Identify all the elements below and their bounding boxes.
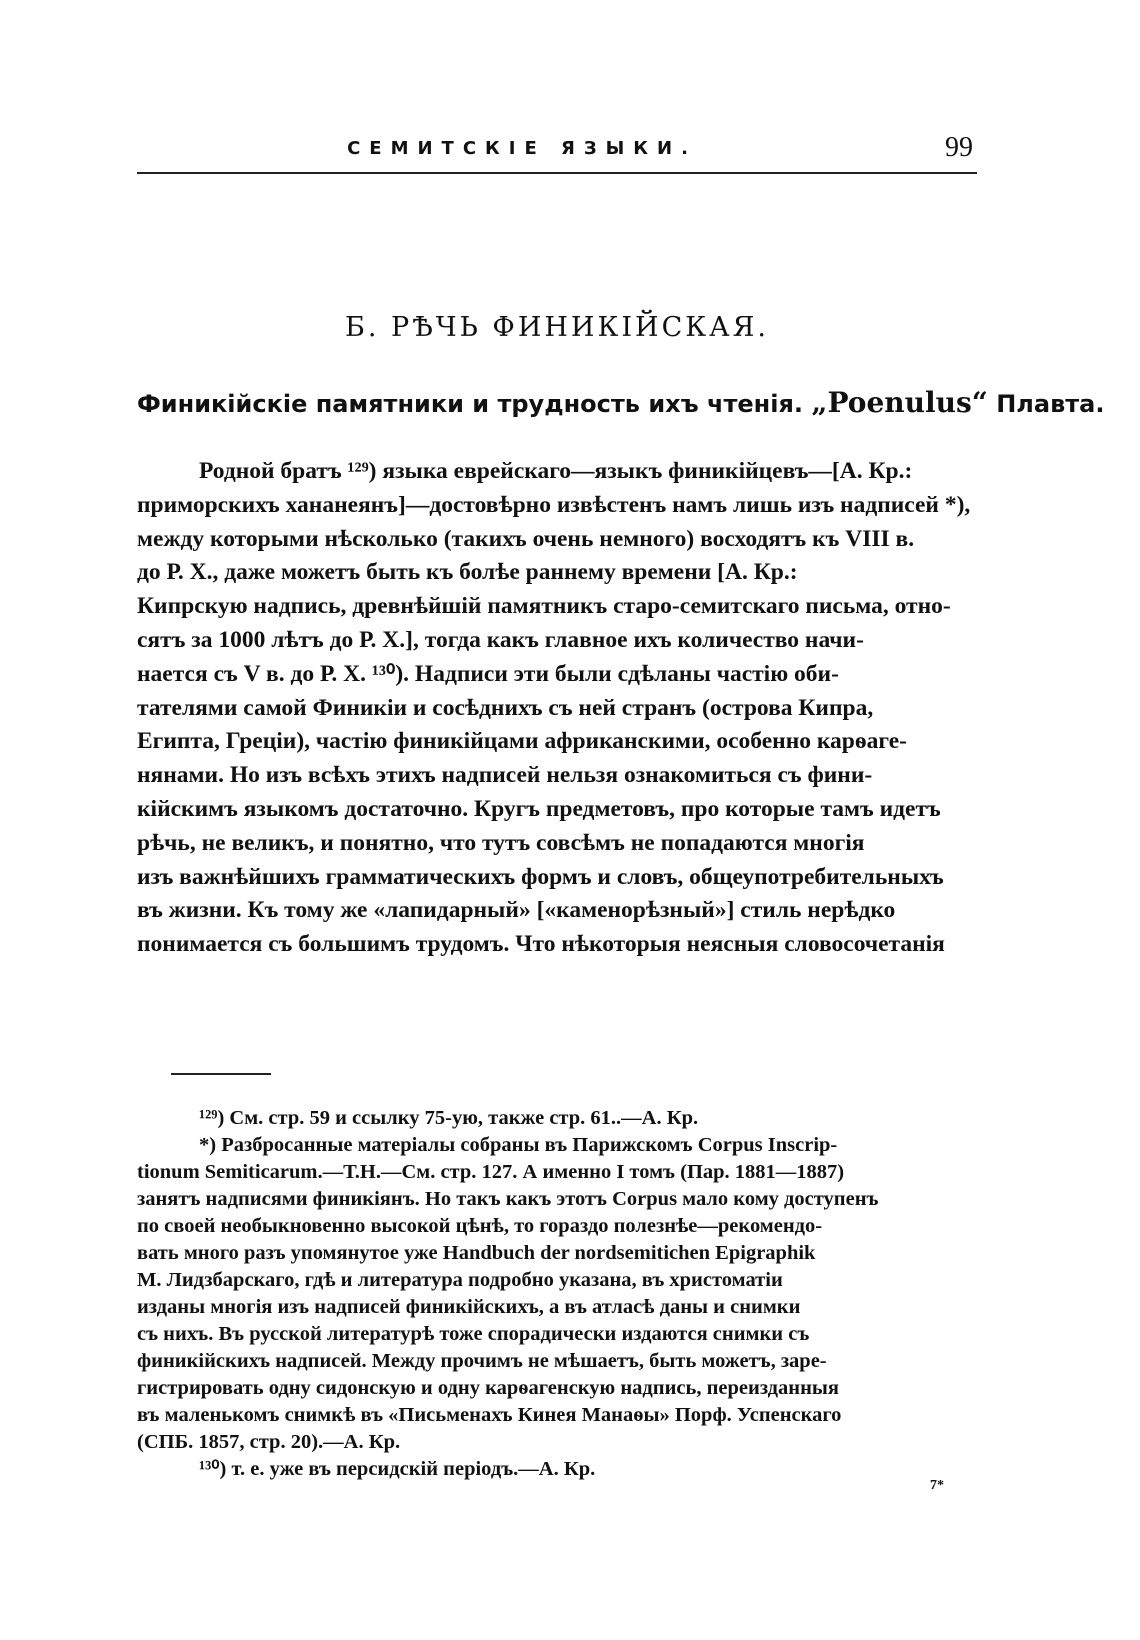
footnote-line: вать много разъ упомянутое уже Handbuch der nordsemitichen Epigraphik <box>137 1242 816 1264</box>
body-line: кійскимъ языкомъ достаточно. Кругъ предметовъ, про которые тамъ идетъ <box>137 795 941 822</box>
body-line: до Р. X., даже можетъ быть къ болѣе раннему времени [А. Кр.: <box>137 559 798 586</box>
body-paragraph <box>137 455 977 962</box>
section-subheading <box>137 386 1105 419</box>
body-line: нянами. Но изъ всѣхъ этихъ надписей нельзя ознакомиться съ фини- <box>137 762 873 789</box>
footnote-line: гистрировать одну сидонскую и одну карѳагенскую надпись, переизданныя <box>137 1377 840 1399</box>
body-line: нается съ V в. до Р. X. ¹³⁰). Надписи эти были сдѣланы частію оби- <box>137 660 839 687</box>
subheading-prefix: Финикійскіе памятники и трудность ихъ чтенія. <box>137 390 804 418</box>
footnote-line: занятъ надписями финикіянъ. Но такъ какъ этотъ Corpus мало кому доступенъ <box>137 1188 879 1210</box>
running-title: СЕМИТСКІЕ ЯЗЫКИ. <box>347 138 697 159</box>
subheading-suffix: Плавта. <box>996 390 1105 418</box>
body-line: тателями самой Финикіи и сосѣднихъ съ ней странъ (острова Кипра, <box>137 694 874 721</box>
footnote-line: ¹²⁹) См. стр. 59 и ссылку 75-ую, также стр. 61..—А. Кр. <box>199 1107 699 1129</box>
page-number: 99 <box>945 132 973 163</box>
footnote-line: изданы многія изъ надписей финикійскихъ, а въ атласѣ даны и снимки <box>137 1296 801 1318</box>
footnote-line: ¹³⁰) т. е. уже въ персидскій періодъ.—А. Кр. <box>199 1458 596 1480</box>
footnote-line: съ нихъ. Въ русской литературѣ тоже спорадически издаются снимки съ <box>137 1323 810 1345</box>
body-line: изъ важнѣйшихъ грамматическихъ формъ и словъ, общеупотребительныхъ <box>137 863 944 890</box>
body-line: рѣчь, не великъ, и понятно, что тутъ совсѣмъ не попадаются многія <box>137 829 865 856</box>
body-line: понимается съ большимъ трудомъ. Что нѣкоторыя неясныя словосочетанія <box>137 931 945 958</box>
body-line: Египта, Греціи), частію финикійцами африканскими, особенно карѳаге- <box>137 728 907 755</box>
footnote-line: М. Лидзбарскаго, гдѣ и литература подробно указана, въ христоматіи <box>137 1269 783 1291</box>
footnote-line: *) Разбросанные матеріалы собраны въ Парижскомъ Corpus Inscrip- <box>199 1134 838 1156</box>
section-heading: Б. РѢЧЬ ФИНИКІЙСКАЯ. <box>345 312 769 343</box>
body-line: между которыми нѣсколько (такихъ очень немного) восходятъ къ VIII в. <box>137 525 915 552</box>
body-line: въ жизни. Къ тому же «лапидарный» [«каменорѣзный»] стиль нерѣдко <box>137 897 896 924</box>
footnote-line: (СПБ. 1857, стр. 20).—А. Кр. <box>137 1431 401 1453</box>
printer-signature-mark: 7* <box>930 1478 944 1493</box>
body-line: сятъ за 1000 лѣтъ до Р. X.], тогда какъ главное ихъ количество начи- <box>137 626 864 653</box>
footnote-divider <box>171 1073 271 1075</box>
footnote-line: tionum Semiticarum.—Т.Н.—См. стр. 127. А именно I томъ (Пар. 1881—1887) <box>137 1161 845 1183</box>
body-line: приморскихъ хананеянъ]—достовѣрно извѣстенъ намъ лишь изъ надписей *), <box>137 491 971 518</box>
body-line: Кипрскую надпись, древнѣйшій памятникъ старо-семитскаго письма, отно- <box>137 593 951 620</box>
footnote-line: въ маленькомъ снимкѣ въ «Письменахъ Кинея Манаѳы» Порф. Успенскаго <box>137 1404 842 1426</box>
footnote-line: по своей необыкновенно высокой цѣнѣ, то гораздо полезнѣе—рекомендо- <box>137 1215 823 1237</box>
body-line: Родной братъ ¹²⁹) языка еврейскаго—языкъ финикійцевъ—[А. Кр.: <box>199 458 913 484</box>
footnote-line: финикійскихъ надписей. Между прочимъ не мѣшаетъ, быть можетъ, заре- <box>137 1350 827 1372</box>
running-header <box>137 128 977 174</box>
footnotes <box>137 1105 977 1483</box>
subheading-latin-title: „Poenulus“ <box>811 386 988 419</box>
